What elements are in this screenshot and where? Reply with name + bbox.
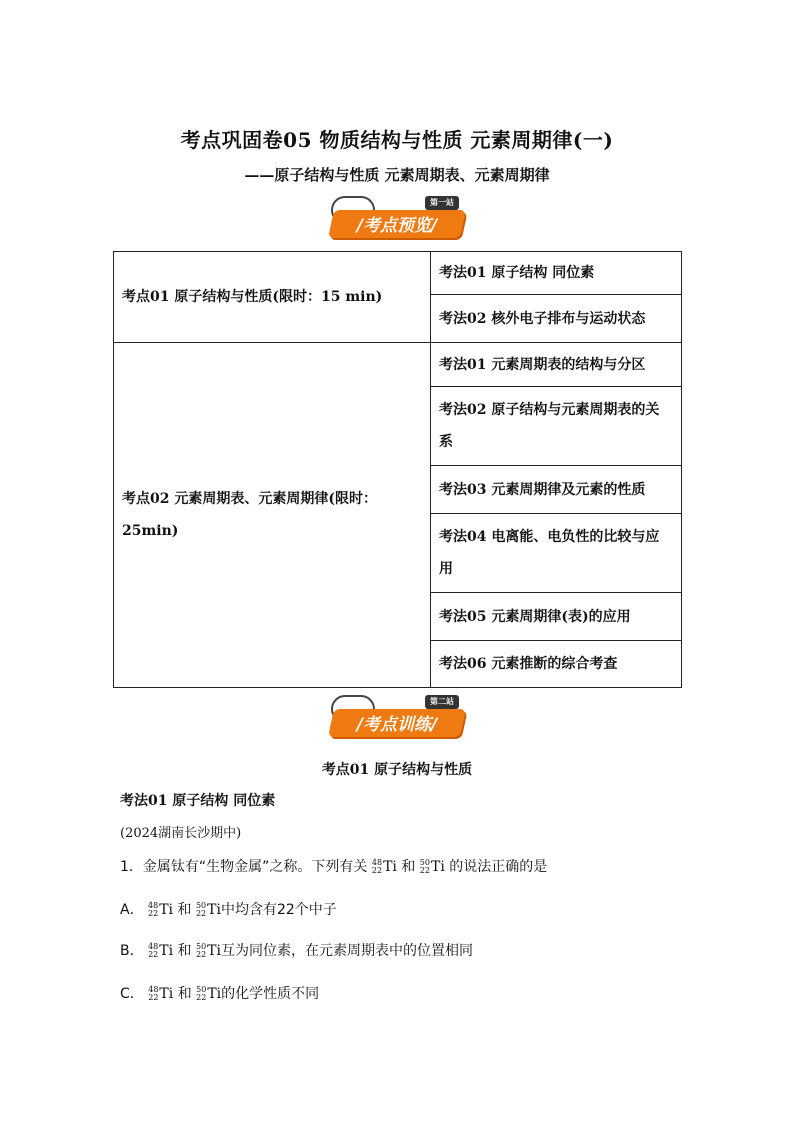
method-cell: 考法03 元素周期律及元素的性质 xyxy=(431,466,682,514)
option-mid: 和 xyxy=(177,943,192,959)
topic-cell: 考点01 原子结构与性质(限时：15 min) xyxy=(114,252,431,343)
isotope-ti48: 48 22 Ti xyxy=(371,858,397,875)
option-text: 的化学性质不同 xyxy=(221,986,320,1002)
option-a xyxy=(120,899,337,919)
preview-badge xyxy=(327,196,467,242)
method-cell: 考法02 原子结构与元素周期表的关系 xyxy=(431,387,682,466)
question-stem xyxy=(120,856,547,876)
option-letter: A． xyxy=(120,902,144,918)
option-mid: 和 xyxy=(177,902,192,918)
table-row xyxy=(114,252,682,295)
method-cell: 考法04 电离能、电负性的比较与应用 xyxy=(431,514,682,593)
badge-label: /考点训练/ xyxy=(356,715,438,735)
isotope-ti50: 50 22 Ti xyxy=(195,901,221,918)
table-row xyxy=(114,343,682,387)
option-b xyxy=(120,940,473,960)
badge-tag: 第二站 xyxy=(425,695,459,709)
option-c xyxy=(120,983,319,1003)
section-heading: 考点01 原子结构与性质 xyxy=(321,762,473,778)
method-heading: 考法01 原子结构 同位素 xyxy=(120,793,276,809)
method-cell: 考法02 核外电子排布与运动状态 xyxy=(431,295,682,343)
isotope-ti50: 50 22 Ti xyxy=(419,858,445,875)
badge-tag: 第一站 xyxy=(425,196,459,210)
isotope-ti50: 50 22 Ti xyxy=(195,942,221,959)
stem-prefix: 1．金属钛有“生物金属”之称。下列有关 xyxy=(120,859,368,875)
page-title: 考点巩固卷05 物质结构与性质 元素周期律(一) xyxy=(180,128,614,152)
option-text: 互为同位素，在元素周期表中的位置相同 xyxy=(221,943,473,959)
method-cell: 考法06 元素推断的综合考查 xyxy=(431,641,682,688)
question-source: (2024湖南长沙期中) xyxy=(120,826,242,841)
topic-cell: 考点02 元素周期表、元素周期律(限时：25min) xyxy=(114,343,431,688)
isotope-ti48: 48 22 Ti xyxy=(148,985,174,1002)
isotope-ti48: 48 22 Ti xyxy=(148,901,174,918)
method-cell: 考法01 元素周期表的结构与分区 xyxy=(431,343,682,387)
method-cell: 考法05 元素周期律(表)的应用 xyxy=(431,593,682,641)
option-text: 中均含有22个中子 xyxy=(220,902,337,918)
isotope-ti48: 48 22 Ti xyxy=(148,942,174,959)
isotope-ti50: 50 22 Ti xyxy=(196,985,222,1002)
badge-label: /考点预览/ xyxy=(356,216,438,236)
training-badge xyxy=(327,695,467,741)
outline-table xyxy=(113,251,682,688)
stem-suffix: 的说法正确的是 xyxy=(449,859,548,875)
option-letter: C． xyxy=(120,986,144,1002)
option-letter: B． xyxy=(120,943,144,959)
method-cell: 考法01 原子结构 同位素 xyxy=(431,252,682,295)
page-subtitle: ——原子结构与性质 元素周期表、元素周期律 xyxy=(244,166,550,184)
option-mid: 和 xyxy=(177,986,192,1002)
stem-and: 和 xyxy=(401,859,416,875)
